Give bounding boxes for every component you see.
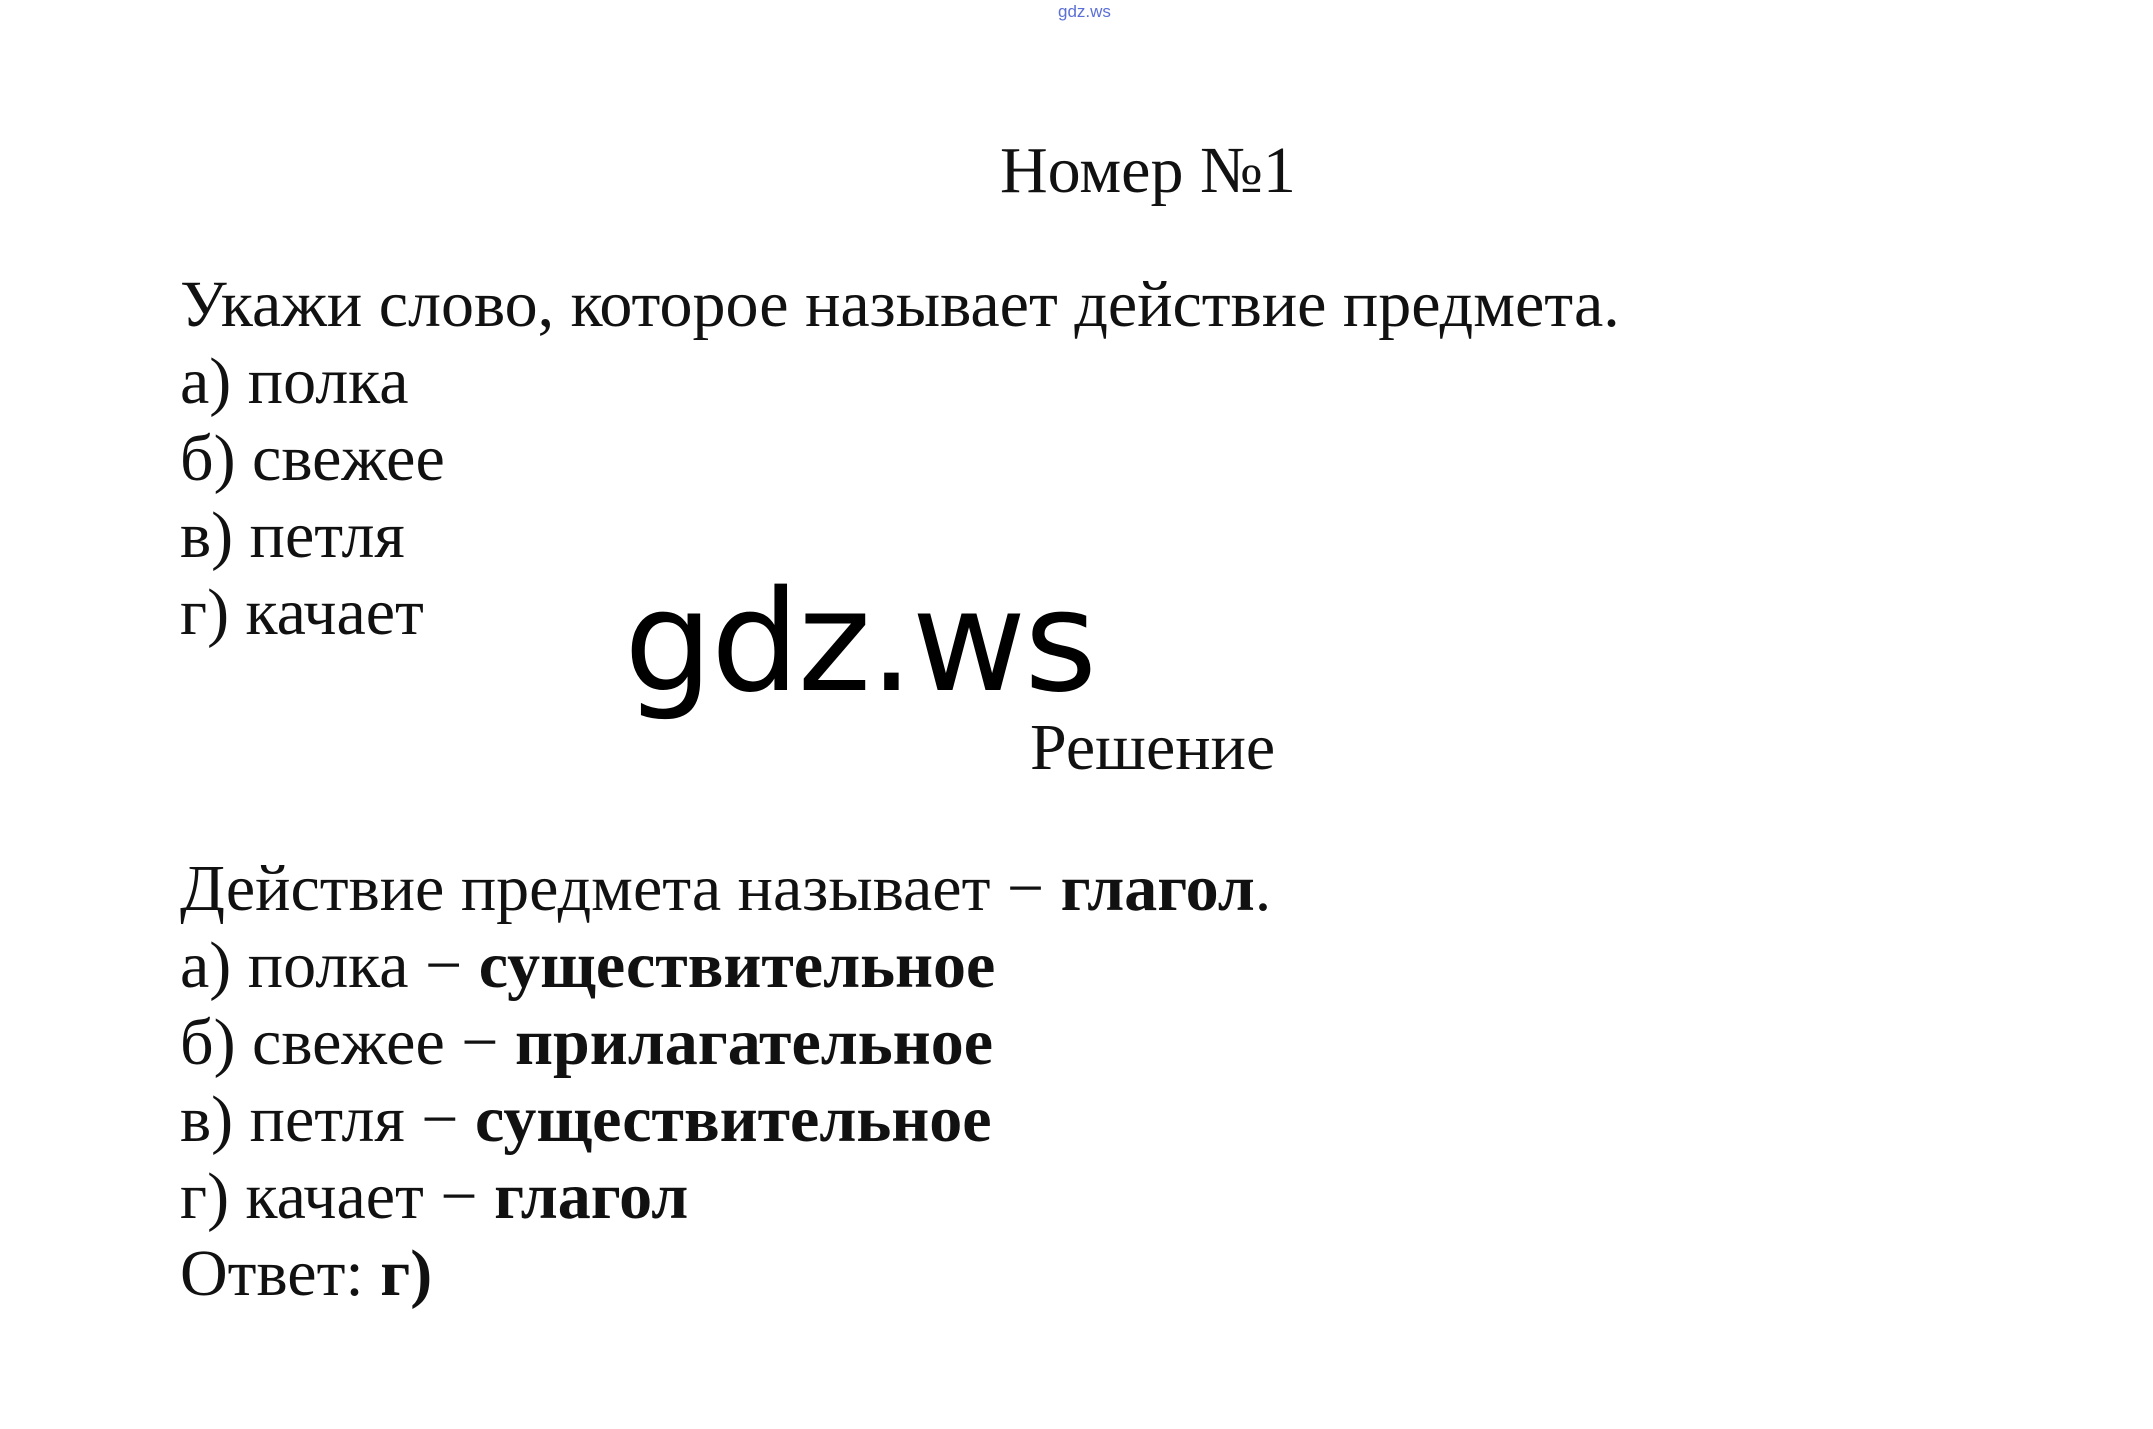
solution-intro-end: . [1254,852,1272,925]
solution-intro-text: Действие предмета называет − [180,852,1061,925]
option-a: а) полка [180,345,409,418]
solution-item-part-of-speech: существительное [478,929,996,1002]
watermark-logo: gdz.ws [624,561,1096,724]
solution-item-part-of-speech: прилагательное [514,1006,993,1079]
solution-item-part-of-speech: существительное [474,1083,992,1156]
option-d: г) качает [180,576,424,649]
task-title: Номер №1 [1000,134,1296,207]
solution-heading: Решение [1030,711,1276,784]
solution-intro [180,850,1271,928]
solution-item-part-of-speech: глагол [494,1160,689,1233]
solution-item-word: б) свежее − [180,1006,515,1079]
option-c: в) петля [180,499,405,572]
answer-value: г) [380,1237,433,1310]
solution-item-word: а) полка − [180,929,479,1002]
solution-intro-term: глагол [1060,852,1255,925]
solution-item-a [180,927,995,1005]
site-link[interactable]: gdz.ws [1058,2,1111,21]
solution-item-word: в) петля − [180,1083,475,1156]
option-b: б) свежее [180,422,445,495]
solution-item-b [180,1004,993,1082]
task-question: Укажи слово, которое называет действие предмета. [180,268,1620,341]
solution-item-d [180,1158,688,1236]
solution-item-c [180,1081,992,1159]
solution-item-word: г) качает − [180,1160,495,1233]
answer-line [180,1235,432,1313]
answer-label: Ответ: [180,1237,381,1310]
